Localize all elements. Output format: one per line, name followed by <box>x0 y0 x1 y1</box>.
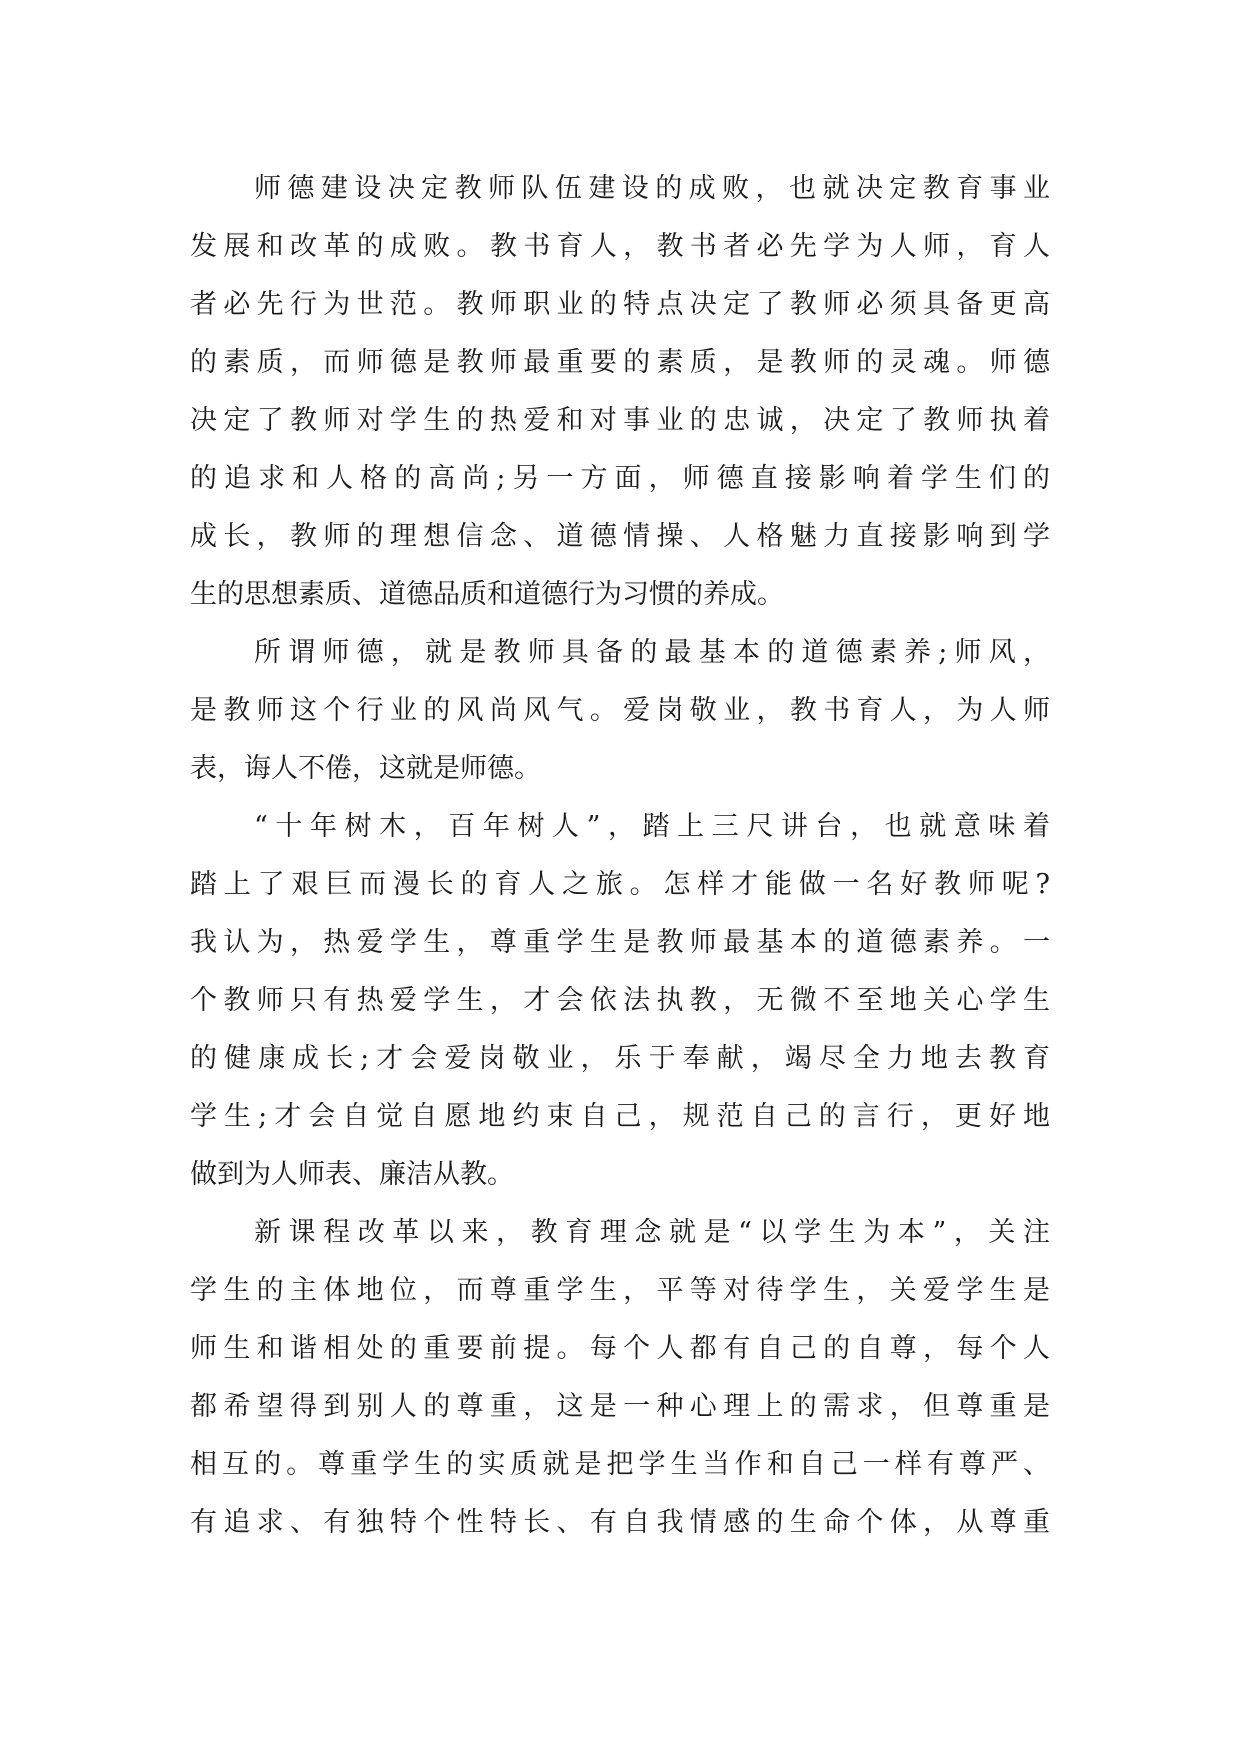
text-line: 个教师只有热爱学生，才会依法执教，无微不至地关心学生 <box>190 985 1050 1016</box>
text-line: 有追求、有独特个性特长、有自我情感的生命个体，从尊重 <box>190 1507 1050 1538</box>
text-line: 新课程改革以来，教育理念就是“以学生为本”，关注 <box>254 1217 1050 1248</box>
text-line: 成长，教师的理想信念、道德情操、人格魅力直接影响到学 <box>190 521 1050 552</box>
text-line: 都希望得到别人的尊重，这是一种心理上的需求，但尊重是 <box>190 1391 1050 1422</box>
text-line: 我认为，热爱学生，尊重学生是教师最基本的道德素养。一 <box>190 927 1050 958</box>
text-line: 所谓师德，就是教师具备的最基本的道德素养;师风， <box>254 637 1050 668</box>
paragraph-4 <box>190 1204 1050 1552</box>
text-line: 生的思想素质、道德品质和道德行为习惯的养成。 <box>190 579 784 610</box>
text-line: “十年树木，百年树人”，踏上三尺讲台，也就意味着 <box>254 811 1050 842</box>
text-line: 的健康成长;才会爱岗敬业，乐于奉献，竭尽全力地去教育 <box>190 1043 1050 1074</box>
text-line: 踏上了艰巨而漫长的育人之旅。怎样才能做一名好教师呢? <box>190 869 1050 900</box>
paragraph-3 <box>190 798 1050 1204</box>
text-line: 师生和谐相处的重要前提。每个人都有自己的自尊，每个人 <box>190 1333 1050 1364</box>
text-line: 做到为人师表、廉洁从教。 <box>190 1159 514 1190</box>
text-line: 学生的主体地位，而尊重学生，平等对待学生，关爱学生是 <box>190 1275 1050 1306</box>
document-body <box>190 160 1050 1552</box>
text-line: 者必先行为世范。教师职业的特点决定了教师必须具备更高 <box>190 289 1050 320</box>
text-line: 的追求和人格的高尚;另一方面，师德直接影响着学生们的 <box>190 463 1050 494</box>
paragraph-2 <box>190 624 1050 798</box>
text-line: 的素质，而师德是教师最重要的素质，是教师的灵魂。师德 <box>190 347 1050 378</box>
text-line: 相互的。尊重学生的实质就是把学生当作和自己一样有尊严、 <box>190 1449 1050 1480</box>
text-line: 是教师这个行业的风尚风气。爱岗敬业，教书育人，为人师 <box>190 695 1050 726</box>
text-line: 决定了教师对学生的热爱和对事业的忠诚，决定了教师执着 <box>190 405 1050 436</box>
paragraph-1 <box>190 160 1050 624</box>
text-line: 表，诲人不倦，这就是师德。 <box>190 753 541 784</box>
text-line: 学生;才会自觉自愿地约束自己，规范自己的言行，更好地 <box>190 1101 1050 1132</box>
text-line: 师德建设决定教师队伍建设的成败，也就决定教育事业 <box>254 173 1050 204</box>
text-line: 发展和改革的成败。教书育人，教书者必先学为人师，育人 <box>190 231 1050 262</box>
